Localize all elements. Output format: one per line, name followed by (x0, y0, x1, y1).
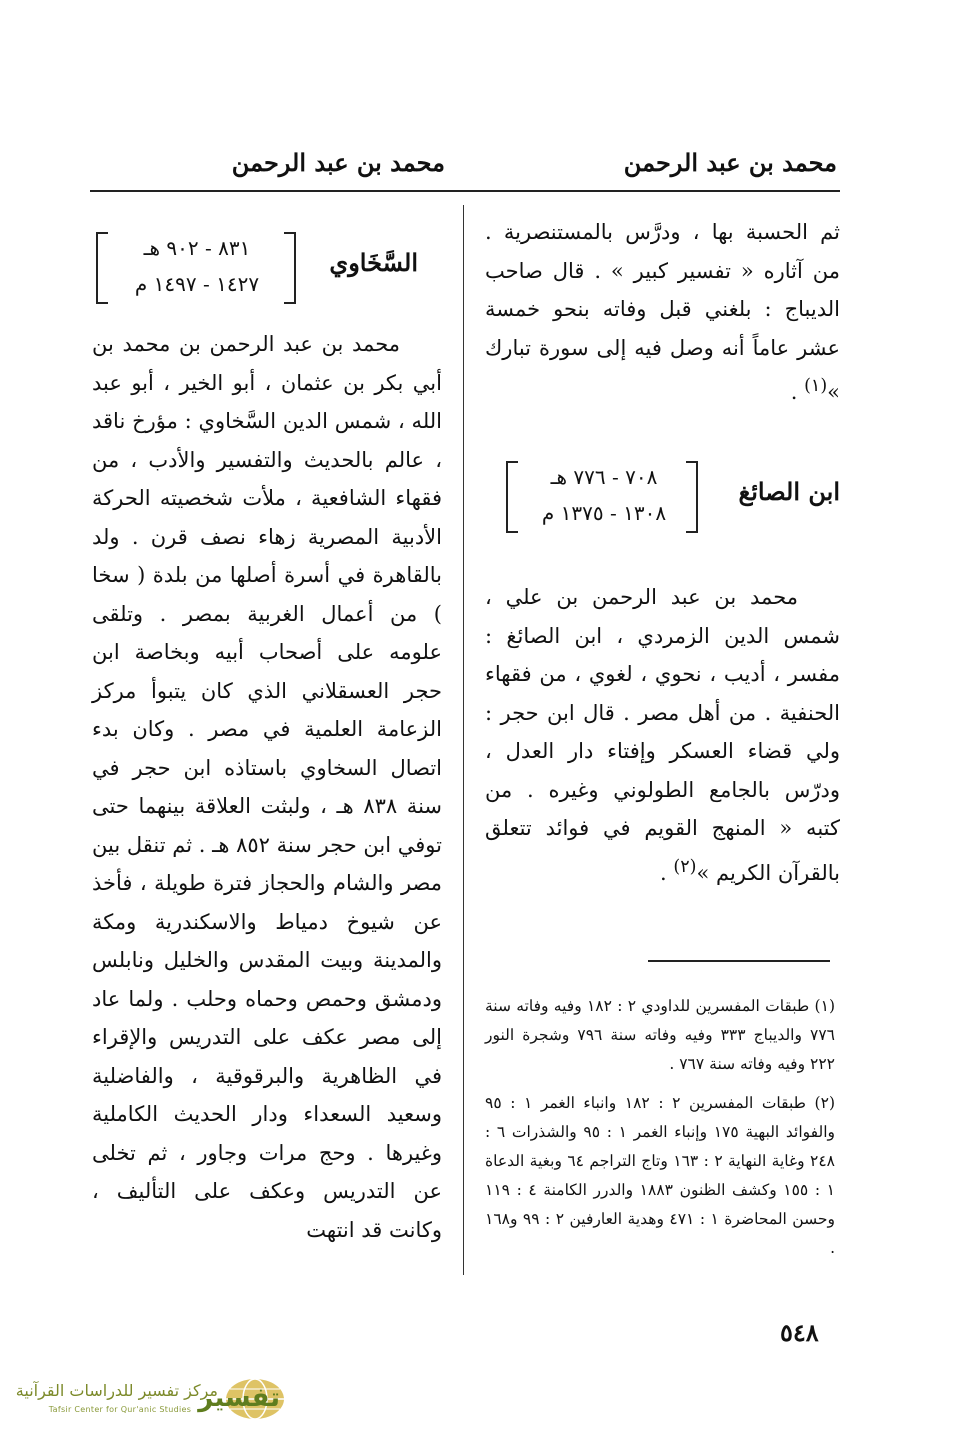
running-header-left: محمد بن عبد الرحمن (231, 148, 445, 177)
dates-hijri: ٨٣١ - ٩٠٢ هـ (143, 236, 251, 260)
header-rule (90, 190, 840, 192)
dates-gregorian: ١٣٠٨ - ١٣٧٥ م (541, 501, 667, 525)
logo-word: تفسير (198, 1383, 280, 1413)
entry-body-text: محمد بن عبد الرحمن بن علي ، شمس الدين الزمردي ، ابن الصائغ : مفسر ، أديب ، نحوي ، لغوي ، من فقهاء الحنفية . من أهل مصر . قال ابن حجر : ولي قضاء العسكر وإفتاء دار العدل ، ودرّس بالجامع الطولوني وغيره . من كتبه « المنهج القويم في فوائد تتعلق بالقرآن الكريم » (485, 585, 840, 885)
entry-head-sakhawi (92, 226, 442, 310)
dates-hijri: ٧٠٨ - ٧٧٦ هـ (550, 465, 658, 489)
entry-name: ابن الصائغ (738, 477, 840, 506)
bracket-left (506, 461, 518, 533)
entry-body-end: . (660, 860, 674, 885)
footnote-1: (١) طبقات المفسرين للداودي ٢ : ١٨٢ وفيه وفاته سنة ٧٧٦ والديباج ٣٣٣ وفيه وفاته سنة ٧٩٦ وشجرة النور ٢٢٢ وفيه وفاته سنة ٧٦٧ . (485, 997, 835, 1073)
dates-block (112, 230, 282, 302)
right-column-entry (485, 578, 840, 892)
bracket-right (284, 232, 296, 304)
entry-name: السَّخَاوي (329, 248, 418, 277)
bracket-right (686, 461, 698, 533)
entry-body: محمد بن عبد الرحمن بن محمد بن أبي بكر بن عثمان ، أبو الخير ، أبو عبد الله ، شمس الدين السَّخاوي : مؤرخ ناقد ، عالم بالحديث والتفسير والأدب ، من فقهاء الشافعية ، ملأت شخصيته الحركة الأدبية المصرية زهاء نصف قرن . ولد بالقاهرة في أسرة أصلها من بلدة ( سخا ) من أعمال الغربية بمصر . وتلقى علومه على أصحاب أبيه وبخاصة ابن حجر العسقلاني الذي كان يتبوأ مركز الزعامة العلمية في مصر . وكان بدء اتصال السخاوي باستاذه ابن حجر في سنة ٨٣٨ هـ ، ولبثت العلاقة بينهما حتى توفي ابن حجر سنة ٨٥٢ هـ . ثم تنقل بين مصر والشام والحجاز فترة طويلة ، فأخذ عن شيوخ دمياط والاسكندرية ومكة والمدينة وبيت المقدس والخليل ونابلس ودمشق وحمص وحماه وحلب . ولما عاد إلى مصر عكف على التدريس والإقراء في الظاهرية والبرقوقية ، والفاضلية وسعيد السعداء ودار الحديث الكاملية وغيرها . وحج مرات وجاور ، ثم تخلى عن التدريس وعكف على التأليف ، وكانت قد انتهت (92, 332, 443, 1242)
footnotes (485, 992, 835, 1273)
dates-gregorian: ١٤٢٧ - ١٤٩٧ م (134, 272, 260, 296)
continuation-paragraph (485, 213, 840, 412)
left-column-entry (92, 325, 442, 1249)
entry-head-ibn-al-saigh (485, 455, 840, 539)
running-header-right: محمد بن عبد الرحمن (623, 148, 837, 177)
logo-english-text: Tafsir Center for Qur'anic Studies (48, 1405, 192, 1414)
footnote-rule (648, 960, 830, 962)
column-divider (463, 205, 464, 1275)
continuation-text: ثم الحسبة بها ، ودرَّس بالمستنصرية . من آثاره « تفسير كبير » . قال صاحب الديباج : بلغني قبل وفاته بنحو خمسة عشر عاماً أنه وصل فيه إلى سورة تبارك » (485, 220, 840, 404)
footnote-2: (٢) طبقات المفسرين ٢ : ١٨٢ وانباء الغمر ١ : ٩٥ والفوائد البهية ١٧٥ وإنباء الغمر ١ : ٩٥ والشذرات ٦ : ٢٤٨ وغاية النهاية ٢ : ١٦٣ وتاج التراجم ٦٤ وبغية الدعاة ١ : ١٥٥ وكشف الظنون ١٨٨٣ والدرر الكامنة ٤ : ١١٩ وحسن المحاضرة ١ : ٤٧١ وهدية العارفين ٢ : ٩٩ و١٦٨ . (485, 1094, 836, 1257)
bracket-left (96, 232, 108, 304)
continuation-end: . (790, 380, 805, 404)
entry-body (485, 578, 840, 892)
right-column-continuation (485, 213, 840, 412)
tafsir-center-logo (14, 1375, 294, 1425)
dates-block (524, 459, 684, 531)
footnote-ref-1: (١) (804, 376, 828, 396)
logo-arabic-text: مركز تفسير للدراسات القرآنية (15, 1381, 218, 1400)
page-number: ٥٤٨ (780, 1318, 819, 1347)
footnote-ref-2: (٢) (673, 856, 697, 877)
